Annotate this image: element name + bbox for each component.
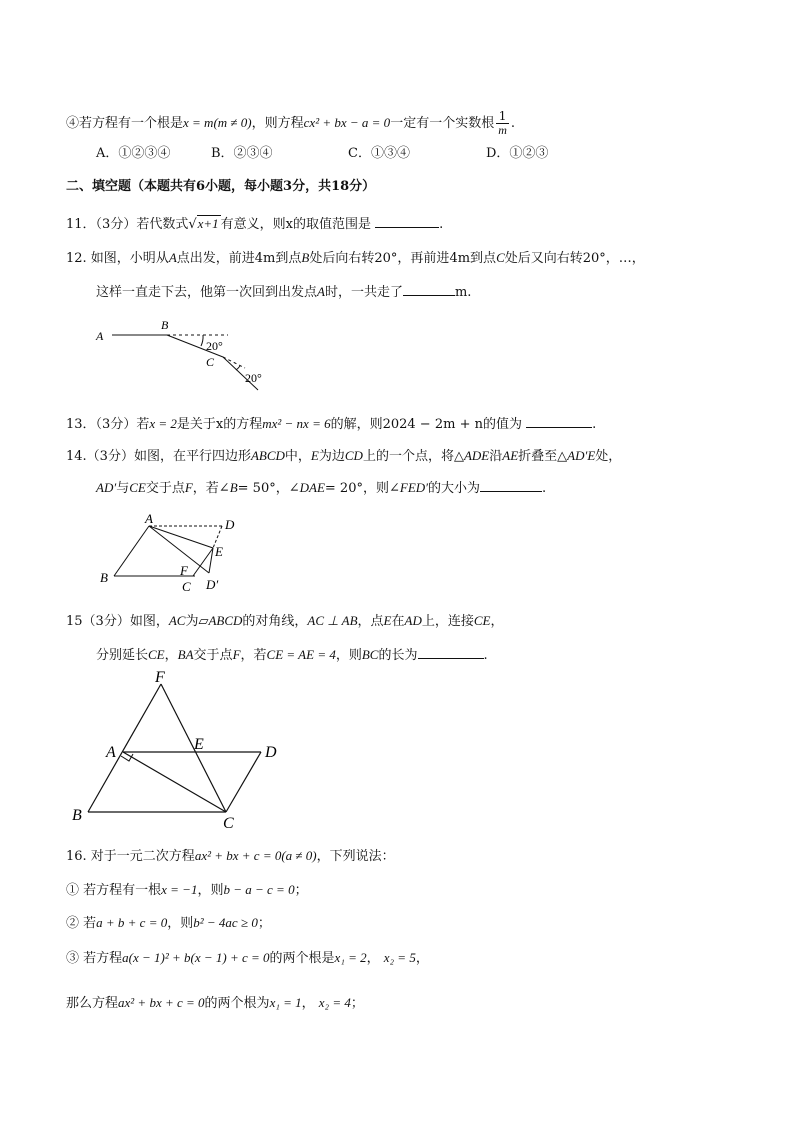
figure-12 — [90, 314, 280, 394]
statement-4-text-c: 一定有一个实数根 — [390, 116, 495, 131]
q15-text-m: ， — [490, 614, 504, 629]
label-b: B — [72, 807, 82, 824]
distance-2: 4m — [449, 251, 471, 266]
label-b: B — [100, 570, 108, 585]
distance-1: 4m — [254, 251, 276, 266]
s3b-text-c: 的两个根为 — [204, 996, 270, 1011]
q14-ce: CE — [129, 480, 146, 495]
answer-blank-14[interactable] — [480, 479, 542, 492]
label-d: D — [265, 744, 277, 761]
q14-dae: DAE — [299, 480, 325, 495]
q14-b: B — [229, 480, 238, 495]
q15-perp: AC ⊥ AB — [307, 613, 358, 628]
section-heading: 二、填空题（本题共有6小题，每小题3分，共18分） — [66, 179, 376, 194]
label-f: F — [155, 669, 165, 686]
root-expression: x = m(m ≠ 0) — [183, 115, 252, 130]
s1-expr: b − a − c = 0 — [223, 882, 295, 897]
q15-text-g2: ，若 — [240, 648, 267, 663]
q12-text-g: 到点 — [470, 251, 497, 266]
option-d: D．①②③ — [486, 146, 549, 161]
angle-2: 20° — [582, 251, 606, 266]
q16-equation: ax² + bx + c = 0(a ≠ 0) — [194, 848, 317, 863]
q12-text-b: 点出发，前进 — [176, 251, 255, 266]
q15-ba: BA — [177, 647, 194, 662]
q11-text-b: 有意义，则x的取值范围是 — [220, 217, 372, 232]
s1-text: ① 若方程有一根 — [66, 883, 162, 898]
q14-text-l: 的大小为 — [428, 481, 481, 496]
label-a: A — [145, 511, 153, 526]
point-c: C — [496, 250, 505, 265]
label-e: E — [215, 544, 223, 559]
q14-e: E — [310, 448, 319, 463]
q14-and: 与 — [116, 481, 130, 496]
question-12-line-2 — [96, 283, 471, 302]
question-14-line-1 — [66, 447, 621, 466]
q12-text-c: 到点 — [275, 251, 302, 266]
label-a: A — [106, 744, 116, 761]
question-12-line-1 — [66, 249, 645, 268]
question-13 — [66, 415, 596, 434]
s3b-root-2: x₂ = 4 — [318, 995, 351, 1010]
q13-equation: mx² − nx = 6 — [262, 416, 331, 431]
period: . — [439, 217, 444, 232]
q15-text-k: 上，连接 — [421, 614, 474, 629]
q15-line2-text: 分别延长 — [96, 648, 149, 663]
s3b-semicolon: ； — [350, 996, 364, 1011]
s2-text-c: ，则 — [167, 916, 194, 931]
s3-text: ③ 若方程 — [66, 951, 123, 966]
point-a-ref: A — [317, 284, 325, 299]
period: . — [510, 116, 516, 131]
q14-text: 14.（3分）如图，在平行四边形 — [66, 449, 251, 464]
q15-bc: BC — [361, 647, 379, 662]
q15-ce: CE — [473, 613, 491, 628]
q12-line2-text: 这样一直走下去，他第一次回到出发点 — [96, 285, 318, 300]
question-15-line-2 — [96, 646, 488, 665]
q14-text-d: 交于点 — [145, 481, 185, 496]
s1-semicolon: ； — [294, 883, 308, 898]
q15-text: 15（3分）如图， — [66, 614, 169, 629]
q13-text: 13．（3分）若 — [66, 417, 150, 432]
s2-text: ② 若 — [66, 916, 97, 931]
question-15-line-1 — [66, 612, 504, 631]
answer-blank-12[interactable] — [403, 283, 455, 296]
q14-text-k: 折叠至△ — [518, 449, 568, 464]
q14-adpe: AD′E — [567, 448, 596, 463]
q14-abcd: ABCD — [250, 448, 285, 463]
q15-text-c: 为▱ — [185, 614, 209, 629]
label-d: D — [225, 517, 235, 532]
label-a: A — [96, 329, 104, 343]
answer-blank-11[interactable] — [375, 215, 439, 228]
q12-text-f: ，再前进 — [397, 251, 450, 266]
question-14-line-2 — [96, 479, 546, 498]
q15-abcd: ABCD — [208, 613, 243, 628]
statement-3-conclusion — [66, 994, 364, 1013]
q14-text-f: ，若∠ — [192, 481, 230, 496]
option-c: C．①③④ — [348, 146, 410, 161]
statement-4-text-b: ，则方程 — [251, 116, 304, 131]
radicand: x+1 — [197, 216, 219, 231]
q13-value: x = 2 — [149, 416, 177, 431]
point-b: B — [301, 250, 310, 265]
q15-comma: ， — [164, 648, 178, 663]
point-a: A — [168, 250, 177, 265]
s1-root: x = −1 — [161, 882, 198, 897]
s3-comma-2: ， — [415, 951, 429, 966]
statement-1 — [66, 881, 308, 900]
q15-ce-b: CE — [148, 647, 165, 662]
s3b-root-1: x₁ = 1 — [269, 995, 302, 1010]
q15-text-i2: ，则 — [335, 648, 362, 663]
q14-text-c: 中， — [284, 449, 311, 464]
q15-text-e2: 交于点 — [193, 648, 233, 663]
q15-ac: AC — [168, 613, 186, 628]
s3b-comma: ， — [301, 996, 315, 1011]
figure-15 — [66, 668, 296, 833]
q14-text-g: 上的一个点，将△ — [362, 449, 464, 464]
q14-fedp: FED′ — [399, 480, 428, 495]
q15-e: E — [383, 613, 392, 628]
equation-expression: cx² + bx − a = 0 — [303, 115, 391, 130]
s3-root-1: x₁ = 2 — [334, 950, 367, 965]
option-b: B．②③④ — [211, 146, 273, 161]
option-a: A．①②③④ — [96, 146, 171, 161]
q12-text-i: ，…， — [605, 251, 645, 266]
s1-text-c: ，则 — [197, 883, 224, 898]
label-f: F — [180, 563, 188, 578]
q12-text-e: 处后向右转 — [309, 251, 375, 266]
q12-line2-text-b: 时，一共走了 — [324, 285, 403, 300]
s3-root-2: x₂ = 5 — [383, 950, 416, 965]
s3-comma: ， — [366, 951, 380, 966]
label-e: E — [194, 736, 204, 753]
fraction-numerator: 1 — [496, 110, 509, 124]
q14-angle-dae: = 20°，则∠ — [324, 481, 400, 496]
statement-2 — [66, 914, 271, 933]
s3-equation: a(x − 1)² + b(x − 1) + c = 0 — [122, 950, 270, 965]
q14-text-i: 沿 — [489, 449, 503, 464]
s2-cond: a + b + c = 0 — [96, 915, 168, 930]
q15-f: F — [232, 647, 241, 662]
q14-cd: CD — [344, 448, 363, 463]
fraction-one-over-m — [496, 110, 509, 137]
q12-text-h: 处后又向右转 — [504, 251, 583, 266]
q16-text-c: ，下列说法： — [316, 849, 395, 864]
label-b: B — [161, 318, 169, 332]
unit: m. — [454, 285, 472, 300]
q13-text-c: 是关于x的方程 — [176, 417, 263, 432]
q16-text: 16. 对于一元二次方程 — [66, 849, 195, 864]
q15-ad: AD — [404, 613, 422, 628]
question-11: 11．（3分）若代数式√x+1 有意义，则x的取值范围是 . — [66, 216, 444, 232]
s2-semicolon: ； — [257, 916, 271, 931]
fraction-denominator: m — [498, 123, 507, 137]
q14-ae: AE — [502, 448, 519, 463]
period: . — [483, 648, 488, 663]
q14-text-m: 处， — [595, 449, 622, 464]
q15-text-g: ，点 — [357, 614, 384, 629]
q15-text-k2: 的长为 — [378, 648, 418, 663]
q14-ade: ADE — [463, 448, 490, 463]
statement-3 — [66, 949, 429, 968]
question-16 — [66, 847, 395, 866]
label-c: C — [182, 579, 191, 594]
figure-14 — [92, 510, 262, 595]
q13-text-e: 的解，则2024 − 2m + n的值为 — [330, 417, 522, 432]
angle-label-2: 20° — [245, 371, 262, 385]
answer-blank-15[interactable] — [418, 646, 484, 659]
q14-angle-b: = 50°，∠ — [237, 481, 300, 496]
angle-label-1: 20° — [206, 339, 223, 353]
q12-text: 12. 如图，小明从 — [66, 251, 169, 266]
q14-adp: AD′ — [96, 480, 117, 495]
period: . — [542, 481, 547, 496]
period: . — [592, 417, 597, 432]
q14-f: F — [184, 480, 193, 495]
q15-condition: CE = AE = 4 — [266, 647, 336, 662]
label-c: C — [206, 355, 215, 369]
q14-text-e: 为边 — [318, 449, 345, 464]
s2-expr: b² − 4ac ≥ 0 — [193, 915, 258, 930]
q15-text-i: 在 — [391, 614, 405, 629]
statement-4 — [66, 110, 515, 137]
angle-1: 20° — [374, 251, 398, 266]
q15-text-e: 的对角线， — [242, 614, 308, 629]
label-d-prime: D′ — [206, 577, 219, 592]
s3-text-c: 的两个根是 — [269, 951, 335, 966]
s3b-equation: ax² + bx + c = 0 — [118, 995, 205, 1010]
answer-blank-13[interactable] — [526, 415, 592, 428]
q11-text: 11．（3分）若代数式 — [66, 217, 189, 232]
statement-4-text: ④若方程有一个根是 — [66, 116, 184, 131]
s3b-text: 那么方程 — [66, 996, 119, 1011]
label-c: C — [223, 815, 234, 832]
